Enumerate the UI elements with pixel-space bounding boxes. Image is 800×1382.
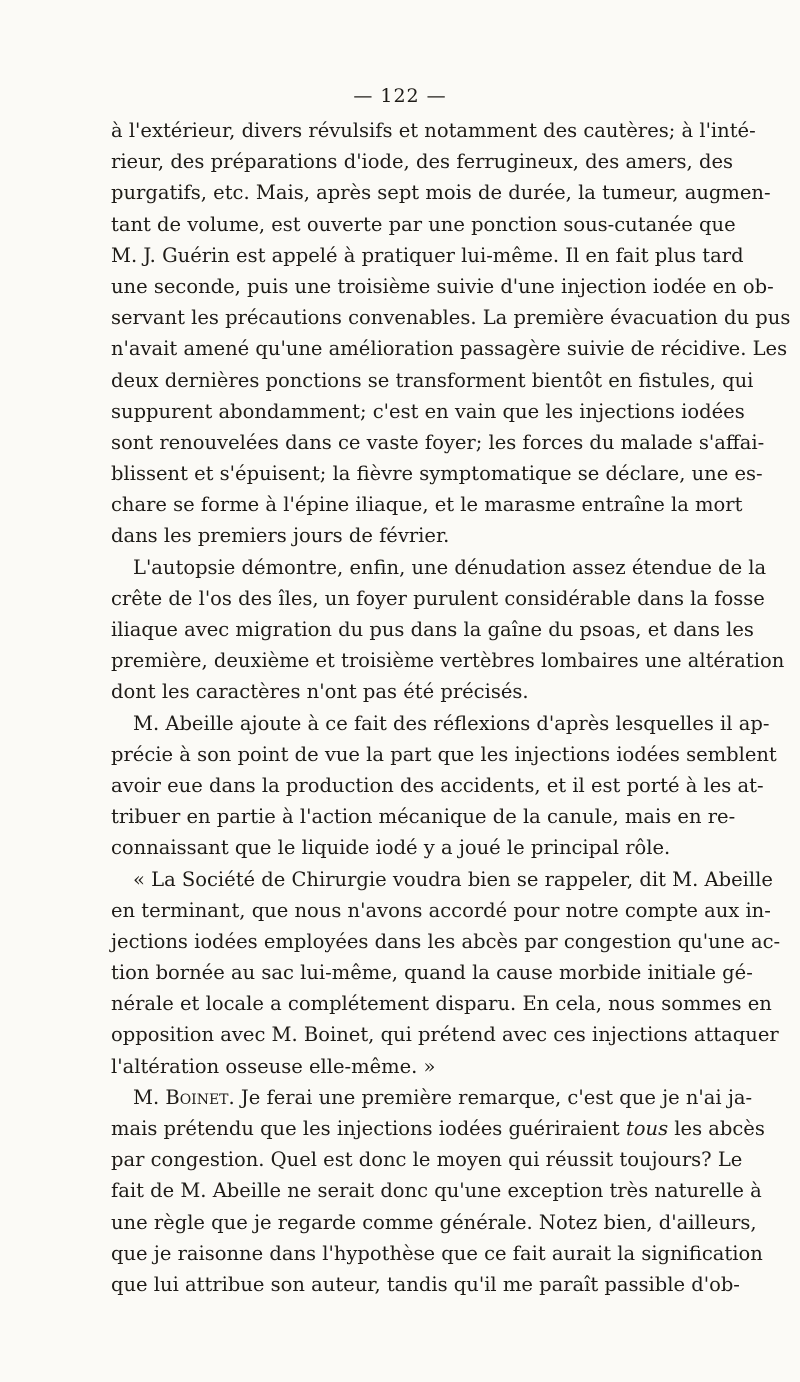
text-line: sont renouvelées dans ce vaste foyer; les forces du malade s'affai- bbox=[111, 430, 765, 454]
text-line: L'autopsie démontre, enfin, une dénudation assez étendue de la bbox=[133, 555, 767, 579]
text-line: dans les premiers jours de février. bbox=[111, 524, 450, 548]
emphasized-word: tous bbox=[625, 1117, 669, 1140]
text-line: une règle que je regarde comme générale. Notez bien, d'ailleurs, bbox=[111, 1210, 757, 1234]
text-line bbox=[111, 1113, 765, 1144]
page-body bbox=[111, 115, 791, 1300]
text-line bbox=[111, 1082, 753, 1113]
text-line: suppurent abondamment; c'est en vain que les injections iodées bbox=[111, 399, 745, 423]
text-line: crête de l'os des îles, un foyer purulent considérable dans la fosse bbox=[111, 586, 765, 610]
text-line: blissent et s'épuisent; la fièvre symptomatique se déclare, une es- bbox=[111, 462, 763, 486]
text-line: par congestion. Quel est donc le moyen qui réussit toujours? Le bbox=[111, 1148, 743, 1172]
text-line: en terminant, que nous n'avons accordé pour notre compte aux in- bbox=[111, 898, 771, 922]
text-line: une seconde, puis une troisième suivie d'une injection iodée en ob- bbox=[111, 274, 774, 298]
text-line: nérale et locale a complétement disparu. En cela, nous sommes en bbox=[111, 992, 772, 1016]
text-fragment: mais prétendu que les injections iodées guériraient bbox=[111, 1117, 620, 1140]
text-line: avoir eue dans la production des accidents, et il est porté à les at- bbox=[111, 773, 764, 797]
text-line: « La Société de Chirurgie voudra bien se rappeler, dit M. Abeille bbox=[133, 867, 773, 891]
page-number: — 122 — bbox=[353, 85, 447, 107]
text-line: tribuer en partie à l'action mécanique de la canule, mais en re- bbox=[111, 805, 736, 829]
speaker-text: Je ferai une première remarque, c'est que je n'ai ja- bbox=[240, 1085, 753, 1109]
text-line: tion bornée au sac lui-même, quand la cause morbide initiale gé- bbox=[111, 961, 753, 985]
text-line: tant de volume, est ouverte par une ponction sous-cutanée que bbox=[111, 212, 736, 236]
text-line: servant les précautions convenables. La première évacuation du pus bbox=[111, 306, 791, 330]
text-line: opposition avec M. Boinet, qui prétend avec ces injections attaquer bbox=[111, 1023, 779, 1047]
text-line: connaissant que le liquide iodé y a joué le principal rôle. bbox=[111, 836, 671, 860]
text-line: M. J. Guérin est appelé à pratiquer lui-même. Il en fait plus tard bbox=[111, 243, 744, 267]
text-line: jections iodées employées dans les abcès par congestion qu'une ac- bbox=[111, 929, 781, 953]
text-line: chare se forme à l'épine iliaque, et le marasme entraîne la mort bbox=[111, 493, 743, 517]
text-line: deux dernières ponctions se transforment bientôt en fistules, qui bbox=[111, 368, 754, 392]
text-line: précie à son point de vue la part que les injections iodées semblent bbox=[111, 742, 777, 766]
text-line: dont les caractères n'ont pas été précisés. bbox=[111, 680, 529, 704]
text-line: que je raisonne dans l'hypothèse que ce fait aurait la signification bbox=[111, 1241, 763, 1265]
text-line: que lui attribue son auteur, tandis qu'il me paraît passible d'ob- bbox=[111, 1272, 740, 1296]
text-line: rieur, des préparations d'iode, des ferrugineux, des amers, des bbox=[111, 150, 733, 174]
text-line: purgatifs, etc. Mais, après sept mois de durée, la tumeur, augmen- bbox=[111, 181, 771, 205]
text-line: M. Abeille ajoute à ce fait des réflexions d'après lesquelles il ap- bbox=[133, 711, 770, 735]
text-line: n'avait amené qu'une amélioration passagère suivie de récidive. Les bbox=[111, 337, 788, 361]
text-line: iliaque avec migration du pus dans la gaîne du psoas, et dans les bbox=[111, 618, 754, 641]
speaker-name: M. Boinet. bbox=[133, 1085, 235, 1109]
text-line: fait de M. Abeille ne serait donc qu'une exception très naturelle à bbox=[111, 1179, 762, 1203]
text-line: à l'extérieur, divers révulsifs et notamment des cautères; à l'inté- bbox=[111, 119, 756, 142]
text-line: l'altération osseuse elle-même. » bbox=[111, 1054, 436, 1078]
text-fragment: les abcès bbox=[674, 1117, 765, 1140]
text-line: première, deuxième et troisième vertèbres lombaires une altération bbox=[111, 649, 785, 673]
